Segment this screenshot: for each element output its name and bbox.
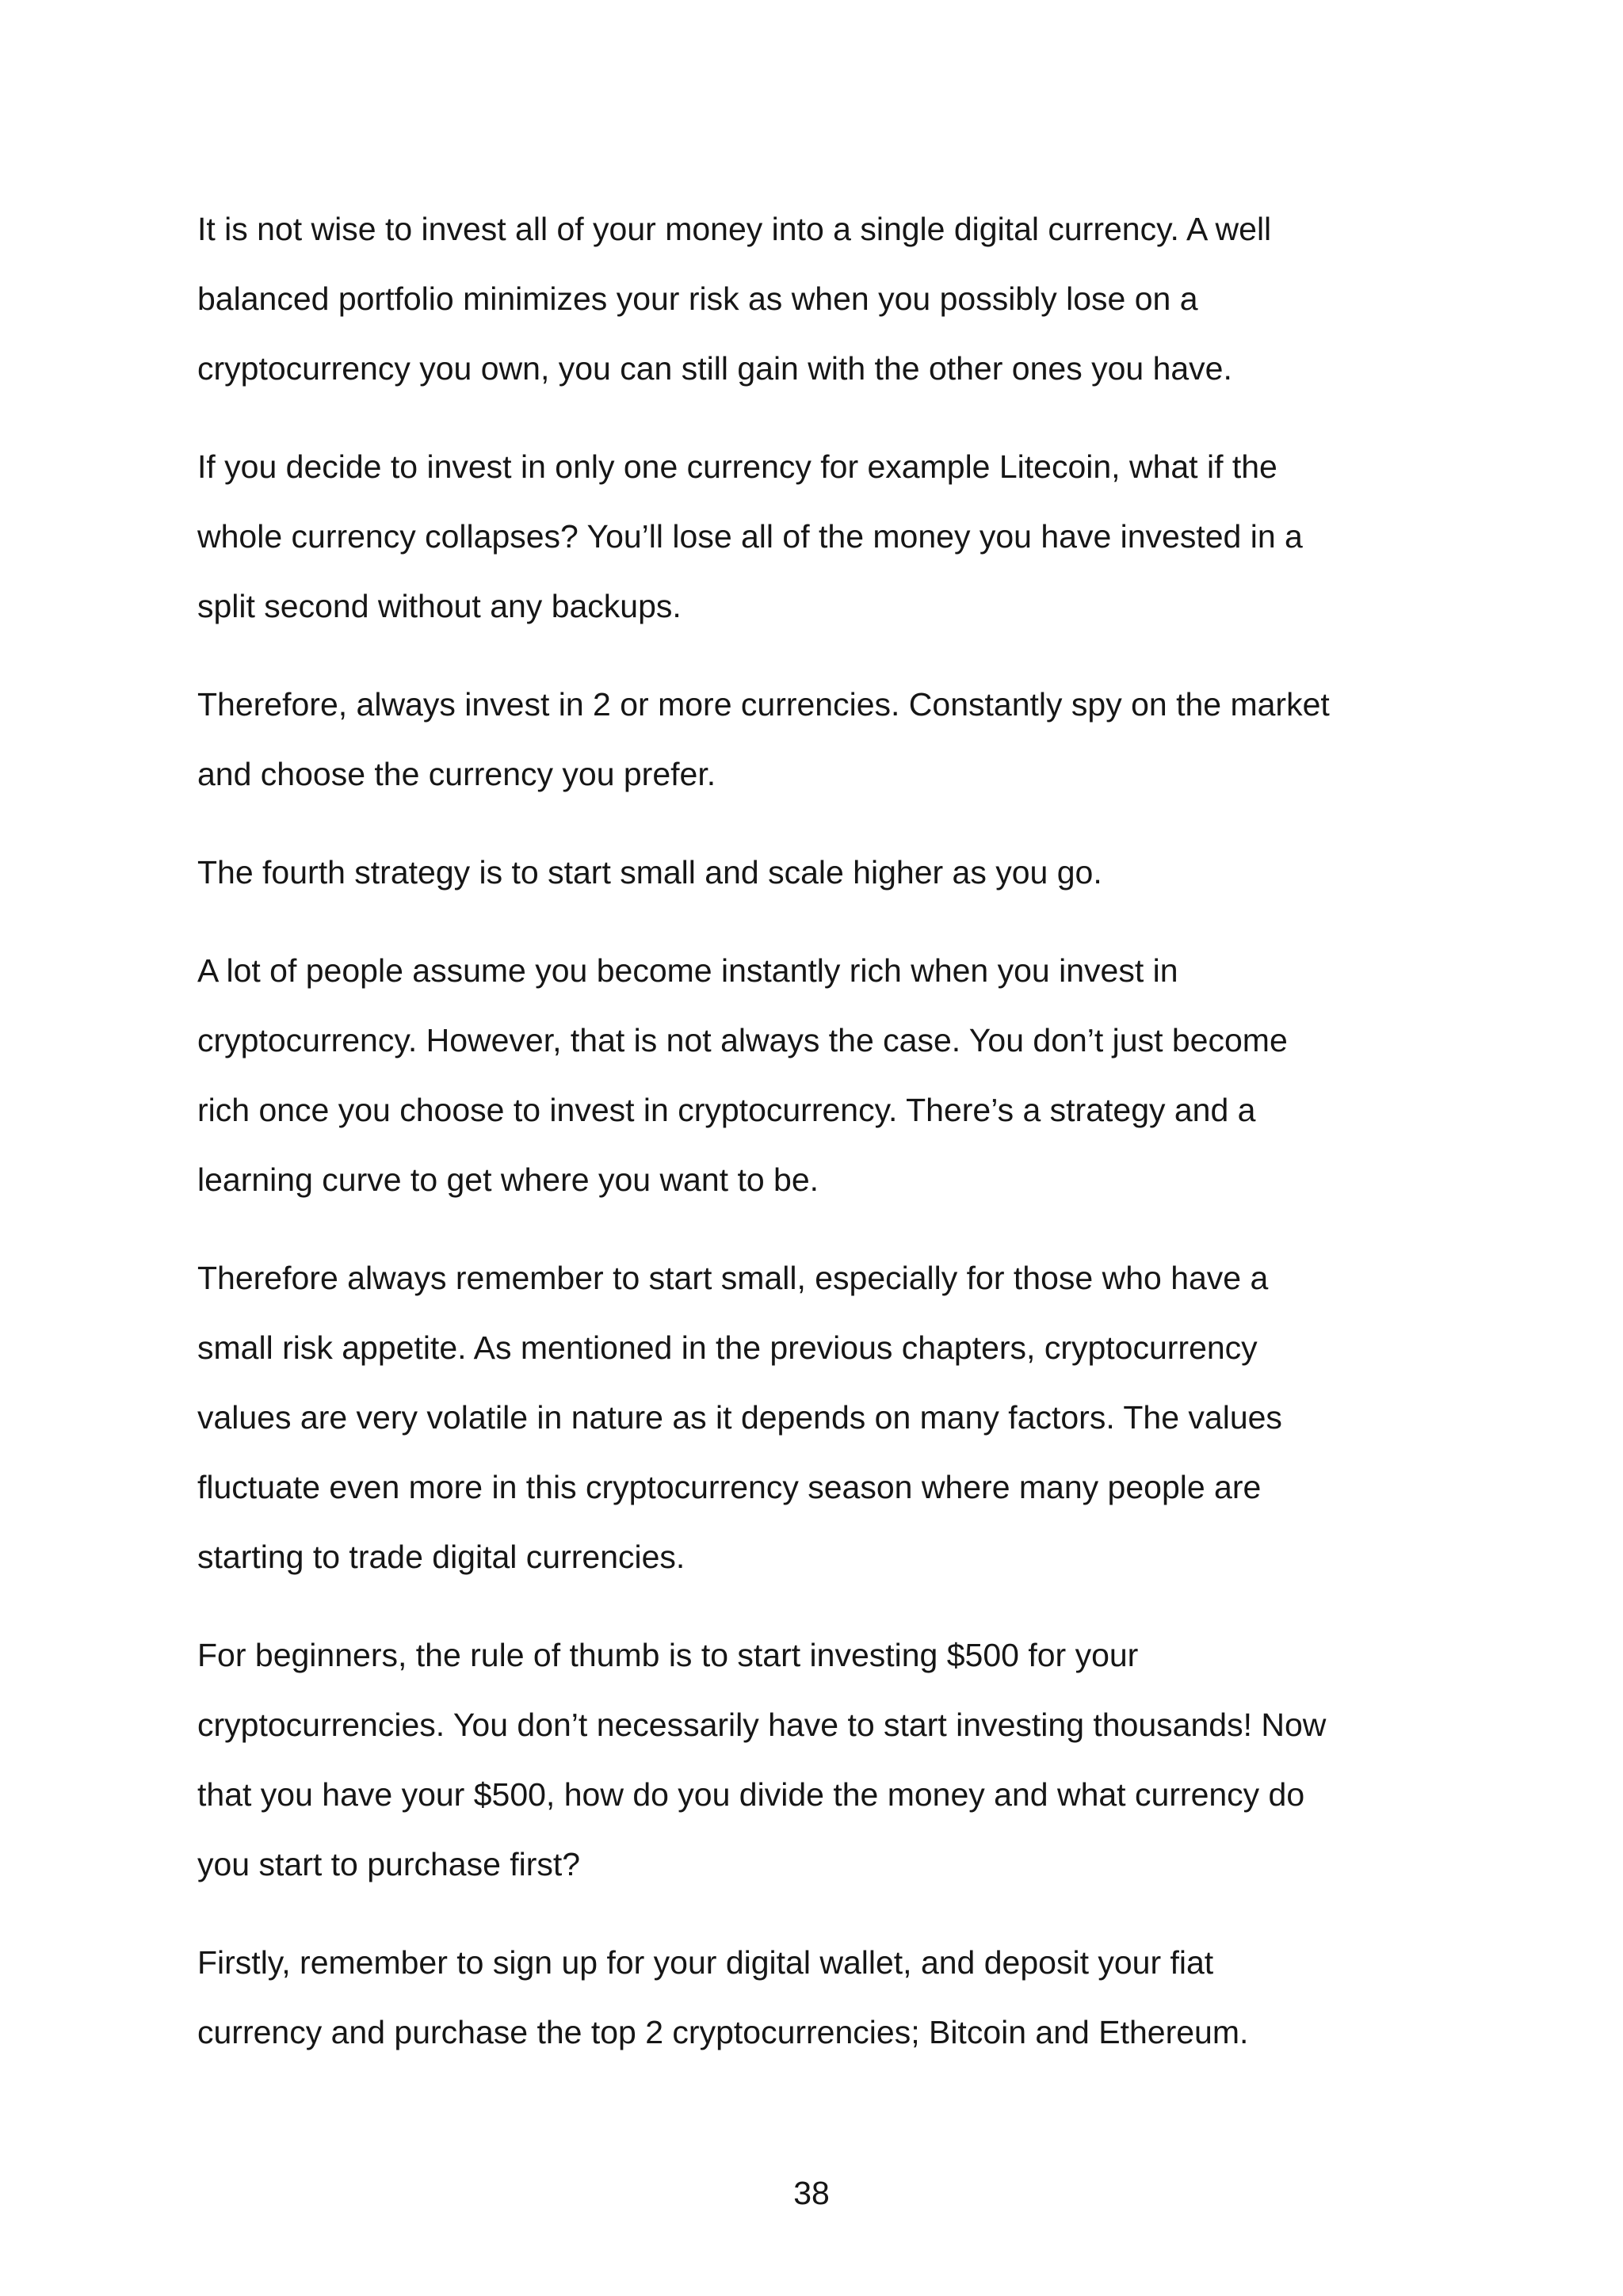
paragraph-line: Therefore, always invest in 2 or more currencies. Constantly spy on the market [197, 686, 1330, 723]
page-number: 38 [793, 2175, 830, 2211]
body-text [197, 194, 1449, 2096]
paragraph-line: Firstly, remember to sign up for your digital wallet, and deposit your fiat [197, 1944, 1214, 1981]
paragraph-line: rich once you choose to invest in cryptocurrency. There’s a strategy and a [197, 1092, 1256, 1128]
paragraph-4 [197, 837, 1449, 907]
paragraph-line: currency and purchase the top 2 cryptocurrencies; Bitcoin and Ethereum. [197, 2014, 1249, 2050]
paragraph-line: For beginners, the rule of thumb is to start investing $500 for your [197, 1637, 1139, 1673]
paragraph-line: that you have your $500, how do you divide the money and what currency do [197, 1776, 1305, 1813]
paragraph-2 [197, 432, 1449, 641]
paragraph-line: Therefore always remember to start small, especially for those who have a [197, 1260, 1269, 1296]
paragraph-line: fluctuate even more in this cryptocurrency season where many people are [197, 1469, 1262, 1505]
paragraph-line: split second without any backups. [197, 588, 682, 624]
paragraph-line: starting to trade digital currencies. [197, 1539, 685, 1575]
paragraph-line: and choose the currency you prefer. [197, 756, 716, 792]
paragraph-line: learning curve to get where you want to be. [197, 1161, 819, 1198]
paragraph-line: balanced portfolio minimizes your risk as when you possibly lose on a [197, 280, 1198, 317]
paragraph-line: The fourth strategy is to start small and scale higher as you go. [197, 854, 1102, 891]
paragraph-line: whole currency collapses? You’ll lose all of the money you have invested in a [197, 518, 1303, 555]
paragraph-line: you start to purchase first? [197, 1846, 581, 1882]
paragraph-8 [197, 1928, 1449, 2067]
paragraph-7 [197, 1620, 1449, 1899]
paragraph-1 [197, 194, 1449, 403]
paragraph-6 [197, 1243, 1449, 1592]
paragraph-line: A lot of people assume you become instantly rich when you invest in [197, 952, 1178, 989]
paragraph-line: small risk appetite. As mentioned in the previous chapters, cryptocurrency [197, 1329, 1258, 1366]
paragraph-line: cryptocurrency you own, you can still gain with the other ones you have. [197, 350, 1232, 387]
paragraph-line: cryptocurrencies. You don’t necessarily have to start investing thousands! Now [197, 1707, 1327, 1743]
paragraph-line: If you decide to invest in only one currency for example Litecoin, what if the [197, 448, 1277, 485]
paragraph-line: It is not wise to invest all of your money into a single digital currency. A well [197, 211, 1272, 247]
paragraph-3 [197, 669, 1449, 809]
paragraph-line: values are very volatile in nature as it depends on many factors. The values [197, 1399, 1282, 1436]
paragraph-5 [197, 936, 1449, 1215]
paragraph-line: cryptocurrency. However, that is not always the case. You don’t just become [197, 1022, 1288, 1058]
